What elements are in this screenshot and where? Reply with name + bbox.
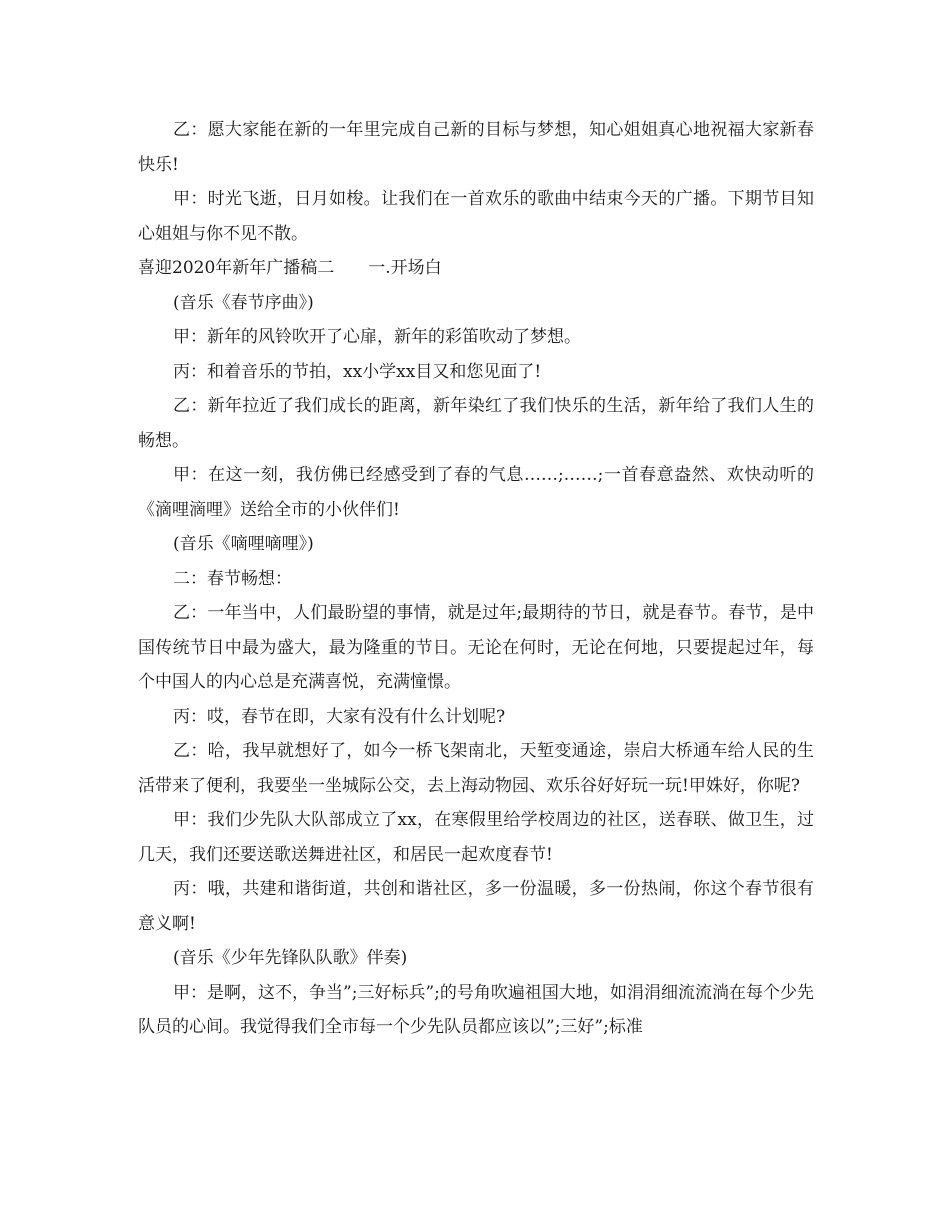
- paragraph: 丙：哎，春节在即，大家有没有什么计划呢?: [173, 706, 506, 727]
- paragraph: 二：春节畅想：: [173, 568, 292, 589]
- paragraph: 丙：和着音乐的节拍，xx小学xx目又和您见面了!: [173, 361, 542, 382]
- paragraph: 甲：在这一刻，我仿佛已经感受到了春的气息……;……;一首春意盎然、欢快动听的《滴哩滴哩》送给全市的小伙伴们!: [138, 465, 814, 520]
- paragraph: 乙：一年当中，人们最盼望的事情，就是过年;最期待的节日，就是春节。春节，是中国传统节日中最为盛大，最为隆重的节日。无论在何时，无论在何地，只要提起过年，每个中国人的内心总是充满喜悦，充满憧憬。: [138, 603, 814, 692]
- paragraph: 甲：我们少先队大队部成立了xx，在寒假里给学校周边的社区，送春联、做卫生，过几天，我们还要送歌送舞进社区，和居民一起欢度春节!: [138, 810, 814, 865]
- document-body: [138, 113, 814, 1045]
- paragraph: 甲：时光飞逝，日月如梭。让我们在一首欢乐的歌曲中结束今天的广播。下期节目知心姐姐与你不见不散。: [138, 189, 814, 244]
- section-heading: 喜迎2020年新年广播稿二 一.开场白: [138, 258, 442, 278]
- paragraph: 甲：新年的风铃吹开了心扉，新年的彩笛吹动了梦想。: [173, 327, 581, 347]
- paragraph: (音乐《嘀哩嘀哩》): [173, 534, 314, 554]
- paragraph: (音乐《少年先锋队队歌》伴奏): [173, 948, 408, 968]
- paragraph: 乙：哈，我早就想好了，如今一桥飞架南北，天堑变通途，崇启大桥通车给人民的生活带来了便利，我要坐一坐城际公交，去上海动物园、欢乐谷好好玩一玩!甲姝好，你呢?: [138, 741, 814, 796]
- paragraph: 乙：愿大家能在新的一年里完成自己新的目标与梦想，知心姐姐真心地祝福大家新春快乐!: [138, 120, 814, 175]
- paragraph: 甲：是啊，这不，争当”;三好标兵”;的号角吹遍祖国大地，如涓涓细流流淌在每个少先队员的心间。我觉得我们全市每一个少先队员都应该以”;三好”;标准: [138, 982, 814, 1037]
- paragraph: 丙：哦，共建和谐街道，共创和谐社区，多一份温暖，多一份热闹，你这个春节很有意义啊!: [138, 879, 814, 934]
- paragraph: 乙：新年拉近了我们成长的距离，新年染红了我们快乐的生活，新年给了我们人生的畅想。: [138, 396, 814, 451]
- paragraph: (音乐《春节序曲》): [173, 292, 314, 313]
